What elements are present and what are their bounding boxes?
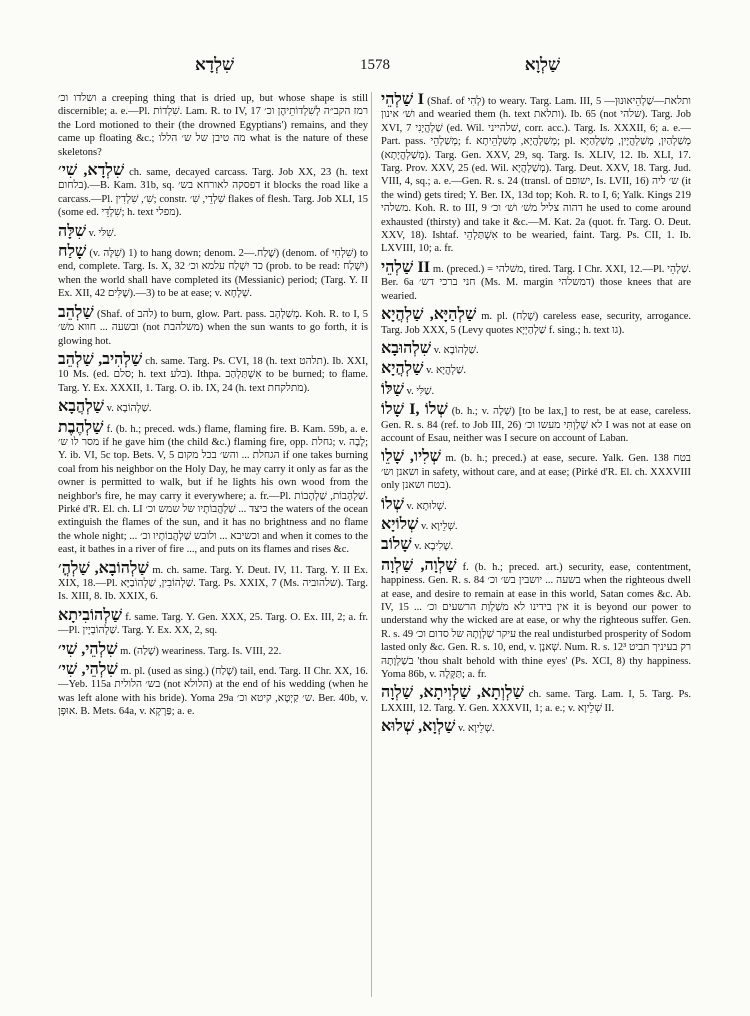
entry-definition: f. same. Targ. Y. Gen. XXX, 25. Targ. O. Ex. III, 2; a. fr.—Pl. שַׁלְהוֹבְיָין. Targ. Y. Ex. XX, 2, sq.	[58, 611, 368, 637]
left-running-headword: שִׁלְדָא	[195, 55, 235, 74]
dictionary-entry	[381, 260, 691, 303]
entry-definition: v. שְׁלֵיוָא.	[421, 520, 458, 532]
dictionary-entry	[58, 92, 368, 159]
entry-definition: m. pl. (שָׁלַח) careless ease, security, arrogance. Targ. Job XXX, 5 (Levy quotes שַׁלְהַיְיָא f. sing.; h. text גו).	[381, 311, 691, 336]
entry-definition: ch. same, decayed carcass. Targ. Job XX, 23 (h. text בלחום).—B. Kam. 31b, sq. דפסקה לאורחא בש׳ it blocks the road like a carcass.—Pl. שִׁ׳, שִׁלְדִין; constr. שִׁלְדֵי, שִׁ׳ flakes of flesh. Targ. Job XLI, 15 (some ed. שִׁלְדֵּי; h. text מפלי).	[58, 167, 368, 219]
dictionary-entry	[381, 517, 691, 533]
entry-definition: m. (preced.) = משׁלהי, tired. Targ. I Chr. XXI, 12.—Pl. שַׁלְהֵי. Ber. 6a חני ברכי דש׳ (Ms. M. margin דמשלהי) those knees that are wearied.	[381, 263, 691, 302]
dictionary-entry	[381, 537, 691, 553]
column-divider	[371, 92, 372, 997]
entry-headword: שְׁלִיו, שָׁלֵו	[381, 448, 441, 466]
dictionary-entry	[381, 382, 691, 398]
entry-headword: שַׁלְהוֹבִיתָא	[58, 606, 123, 624]
dictionary-entry	[58, 420, 368, 557]
entry-definition: v. שַׁלִּי.	[406, 385, 435, 397]
entry-definition: v. שְׁלֵיוָא.	[457, 723, 495, 735]
entry-definition: (b. h.; v. שְׁלָה) [to be lax,] to rest, be at ease, careless. Gen. R. s. 84 (ref. to Job III, 26) לא שָׁלַוְתִּי מעשו וכ׳ I was not at ease on account of Esau, neither was I secure on account of Laban.	[381, 406, 691, 444]
entry-definition: v. שַׁלְהוֹבָא.	[433, 344, 479, 356]
dictionary-entry	[58, 224, 368, 240]
entry-headword: שָׁלַח	[58, 243, 87, 261]
dictionary-entry	[381, 497, 691, 513]
entry-headword: שַׁלְהִיב, שַׁלְהֵב	[58, 350, 143, 368]
dictionary-entry	[58, 163, 368, 220]
entry-headword: שְׁלוֹיָא	[381, 515, 419, 533]
dictionary-entry	[381, 685, 691, 715]
entry-definition: v. שָׁלִיבָא.	[414, 541, 454, 553]
entry-definition: m. ch. same. Targ. Y. Deut. IV, 11. Targ. Y. II Ex. XIX, 18.—Pl. שַׁלְהוֹבִין, שַׁלְהוֹבַיָּא. Targ. Ps. XXIX, 7 (Ms. שלהוביה). Targ. Is. XIII, 8. Ib. XXIX, 6.	[58, 564, 368, 603]
entry-definition: (Shaf. of להב) to burn, glow. Part. pass. מְשַׁלְהָב. Koh. R. to I, 5 ובשעה ... חווא משׁ׳ (not משלהבת) when the sun wants to go forth, it is glowing hot.	[58, 308, 368, 347]
entry-definition: (Shaf. of לְהִי) to weary. Targ. Lam. III, 5 ותלאת—שַׁלְהֵיאוּנוּן—ושׁ׳ אינון and wearied them (h. text ותלאת). Ib. 65 (not שלהי). Targ. Job XVI, 7 שַׁלְהֲיָנִי (ed. Wil. שׁלהייני, corr. acc.). Targ. Is. XXXII, 6; a. e.—Part. pass. מְשַׁלְהֵי; f. מְשַׁלְהֲיָא, מְשַׁלְהֵיתָא; pl. מְשַׁלְהַיִן, מְשַׁלְהֲיָין, מְשַׁלְהַיָּא (מְשַׁלְהֲיָתָא). Targ. Gen. XXV, 29, sq. Targ. Is. XLIV, 12. Ib. XLI, 17. Targ. Prov. XXV, 25 (ed. Wil. מְשַׁלְהֲיָא). Targ. Deut. XXV, 18. Targ. Jud. VIII, 4, sq.; a. e.—Gen. R. s. 24 (transl. of ישופם, Is. LVII, 16) ש׳ ליה (it the wind) gets tired; Y. Ber. IX, 13d top; Koh. R. to I, 6; Yalk. Kings 219 משלהי. Koh. R. to III, 9 דהוה צליל משׁ׳ ושׁ׳ וכ׳ he used to come around exhausted (thirsty) and take it &c.—M. Kat. 2a (quot. fr. Targ. O. Deut. XXV, 18). Ishtaf. אִשְׁתַּלְהֵי to be wearied, faint. Targ. Ps. CII, 1. Ib. LXVIII, 10; a. fr.	[381, 96, 691, 255]
entry-headword: שַׁלְהוֹבָא, שַׁלְהֳ׳	[58, 559, 149, 577]
entry-headword: שַׁלְהֲבָא	[58, 398, 104, 416]
entry-definition: m. pl. (used as sing.) (שָׁלַח) tail, end. Targ. II Chr. XX, 16.—Yeb. 115a בש׳ הלולית (not הלולא) at the end of his wedding (when he was left alone with his bride). Yoma 29a ש׳ קַיְטָא, קיטא וכ׳. Ber. 40b, v. אוּפְּן. B. Mets. 64a, v. פַּרְקָא; a. e.	[58, 666, 368, 718]
dictionary-entry	[58, 244, 368, 301]
entry-definition: f. (b. h.; preced. art.) security, ease, contentment, happiness. Gen. R. s. 84 בשעה ... יושבין בש׳ וכ׳ when the righteous dwell at ease, and desire to remain at ease in this world, Satan comes &c. Ab. IV, 15 ... אין בידינו לא משַׁלְוַת הרשעים וכ׳ it is beyond our power to understand why the wicked are at ease, or why the righteous suffer. Gen. R. s. 49 עיקר שַׁלְוָתָהּ של סדום וכ׳ the real undisturbed prosperity of Sodom lasted only &c. Gen. R. s. 10, end, v. שְׁאנָן. Num. R. s. 12³ רק בעיניך תביט בשַׁלְוָתָהּ 'thou shalt behold with thine eyes' (Ps. XCI, 8) thy happiness. Yoma 86b, v. תַּקָּלָה; a. fr.	[381, 561, 691, 681]
entry-headword: שִׁלְהֵי, שִׁי׳	[58, 640, 118, 658]
entry-headword: שִׁלְהוּבָא	[381, 339, 432, 357]
entry-headword: שִׁלְדָא, שִׁי׳	[58, 162, 125, 180]
entry-headword: שַׁלְוָא, שְׁלוּא	[381, 718, 456, 736]
dictionary-entry	[58, 608, 368, 638]
entry-headword: שַׁלְוָה, שַׁלְוָה	[381, 556, 457, 574]
entry-headword: שַׁלְהֵי II	[381, 258, 430, 276]
dictionary-entry	[58, 305, 368, 348]
right-column	[381, 92, 691, 1002]
left-column	[58, 92, 368, 1002]
entry-headword: שַׁלְהֲיָא	[381, 360, 424, 378]
entry-headword: שַׁלְהֶבֶת	[58, 418, 104, 436]
dictionary-entry	[381, 341, 691, 357]
dictionary-entry	[381, 558, 691, 682]
entry-definition: v. שַׁלְהֲיָא.	[426, 365, 467, 377]
entry-definition: (v. שִׁלָּה) 1) to hang down; denom. שֶׁלַח.—2) (denom. of שִׁלְחִי) to end, complete. Targ. Is. X, 32 כד יִשְׁלַח עלמא וכ׳ (prob. to be read: יִשְׁלַח) when the world shall have completed its (Messianic) period; (Targ. Y. II Ex. XII, 42 שֶׁלִּים).—3) to be at ease; v. שְׁלָחָא.	[58, 248, 368, 300]
entry-definition: ושלדו וכ׳ a creeping thing that is dried up, but whose shape is still discernible; a. e.—Pl. שִׁלְדוֹת. Lam. R. to IV, 17 רמז הקב״ה לְשִׁלְדוֹתֵיהֶן וכ׳ the Lord motioned to their (the drowned Egyptians') remains, and they came up floating &c.; מה טיבן של ש׳ הללו what is the nature of these skeletons?	[58, 93, 368, 158]
entry-definition: ch. same. Targ. Lam. I, 5. Targ. Ps. LXXIII, 12. Targ. Y. Gen. XXXVII, 1; a. e.; v. שְׁלֵיוָא II.	[381, 689, 691, 714]
entry-headword: שַׁלְהֵב	[58, 303, 94, 321]
dictionary-entry	[381, 361, 691, 377]
entry-definition: m. (b. h.; preced.) at ease, secure. Yalk. Gen. 138 בטח ושאנן וש׳ in safety, without care, and at ease; (Pirké d'R. El. ch. XXXVIII only בטח ושאנן).	[381, 453, 691, 492]
entry-headword: שַׁלְהַיָּא, שַׁלְהֲיָא	[381, 306, 477, 324]
entry-definition: v. שַׁלְהוֹבָא.	[106, 403, 152, 415]
entry-headword: שִׁלְהֵי, שִׁי׳	[58, 661, 118, 679]
entry-definition: f. (b. h.; preced. wds.) flame, flaming fire. B. Kam. 59b, a. e. מסר לו ש׳ if he gave him (the child &c.) flaming fire, opp. גחלת; v. לָבָה; Y. ib. VI, 5c top. Bets. V, 5 הגחלת ... והש׳ בכל מקום if one takes burning coal from his neighbor on the Holy Day, he may carry it only as far as the owner is permitted to walk, but if he lights his own wood from the neighbor's fire, he may carry it everywhere; a. fr.—Pl. שַׁלְהָבוֹת, שַׁלְהָבוֹת. Pirké d'R. El. ch. LI כיצד ... שַׁלְהֲבוֹתָיו של שמש וכ׳ the waters of the ocean extinguish the flames of the sun, and it has no brightness and no flame the whole night; ... וכשיבא ... ולובש שַׁלְהֲבוֹתָיו וכ׳ and when it comes to the east, it bathes in a river of fire ..., and puts on its flames and rises &c.	[58, 423, 368, 556]
page-number: 1578	[360, 57, 390, 73]
dictionary-entry	[381, 307, 691, 337]
dictionary-entry	[58, 352, 368, 395]
right-running-headword: שַׁלְוָא	[524, 55, 560, 74]
dictionary-entry	[58, 561, 368, 604]
entry-headword: שִׁלָּה	[58, 222, 87, 240]
dictionary-entry	[381, 449, 691, 492]
dictionary-entry	[58, 662, 368, 719]
page-header	[60, 55, 690, 79]
entry-definition: v. שִׁלּי.	[88, 227, 117, 239]
entry-definition: ch. same. Targ. Ps. CVI, 18 (h. text תלהט). Ib. XXI, 10 Ms. (ed. סלם; h. text בלע). Ithpa. אִשְׁתַּלְהַב to be burned; to flame. Targ. Y. Ex. XXXII, 1. Targ. O. ib. IX, 24 (h. text מתלקחת).	[58, 355, 368, 394]
dictionary-entry	[58, 642, 368, 658]
entry-headword: שְׁלוֹ	[381, 495, 404, 513]
dictionary-entry	[58, 399, 368, 415]
entry-headword: שָׁלוֹב	[381, 536, 412, 554]
entry-headword: שַׁלּוֹ	[381, 380, 404, 398]
entry-headword: שָׁלוֹ I, שְׁלוֹ	[381, 401, 448, 419]
dictionary-entry	[381, 719, 691, 735]
entry-definition: m. (שָׁלַה) weariness. Targ. Is. VIII, 22.	[120, 645, 282, 657]
entry-headword: שַׁלְוְתָא, שַׁלְוִיתָא, שַׁלְוָה	[381, 684, 524, 702]
entry-headword: שַׁלְהֵי I	[381, 92, 424, 108]
dictionary-entry	[381, 92, 691, 256]
entry-definition: v. שְׁלוּתָא.	[406, 500, 447, 512]
dictionary-entry	[381, 402, 691, 445]
